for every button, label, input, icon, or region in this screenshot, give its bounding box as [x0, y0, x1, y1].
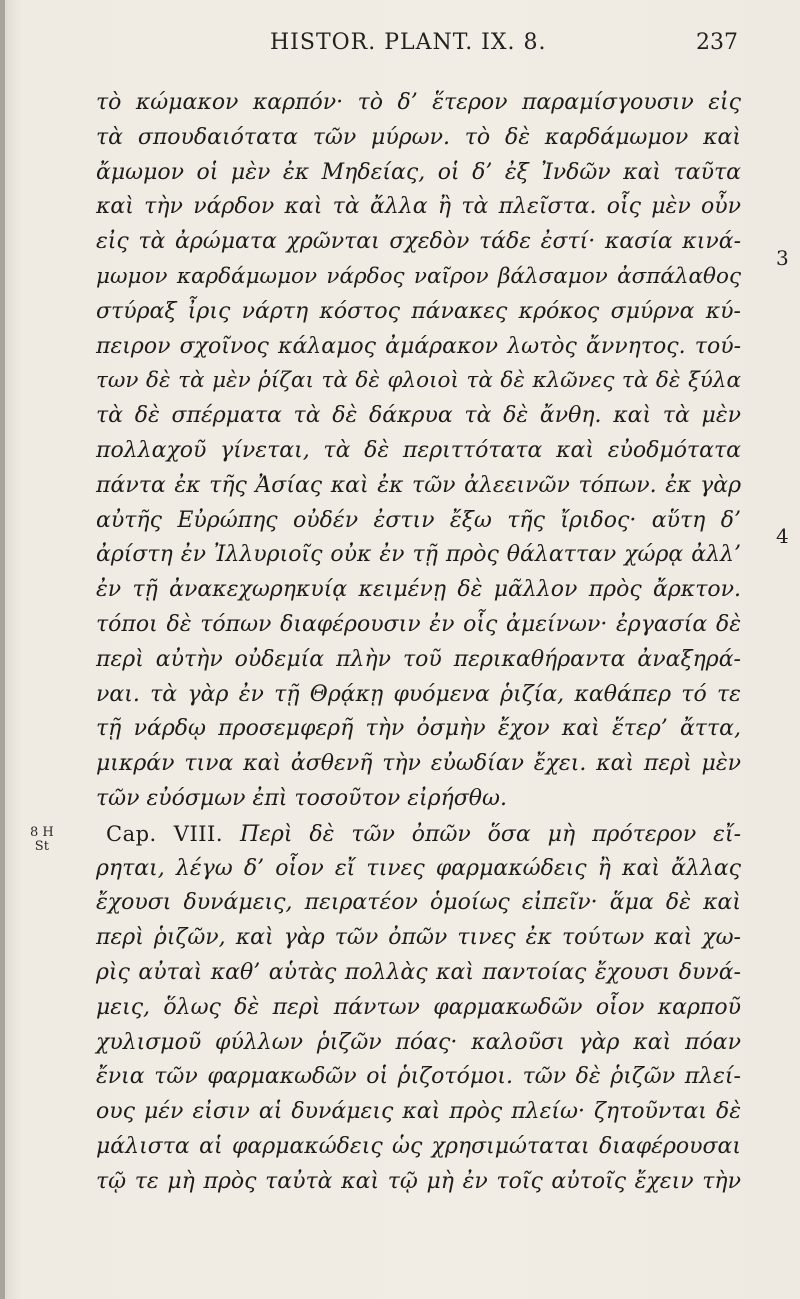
running-head: HISTOR. PLANT. IX. 8.: [270, 30, 547, 55]
chapter-label: Cap. VIII.: [106, 821, 224, 846]
text-line: τὰ δὲ σπέρματα τὰ δὲ δάκρυα τὰ δὲ ἄνθη. καὶ τὰ μὲν: [96, 403, 741, 429]
text-line: περὶ αὐτὴν οὐδεμία πλὴν τοῦ περικαθήραντα ἀναξηρά-: [96, 646, 741, 672]
text-line: καὶ τὴν νάρδον καὶ τὰ ἄλλα ἢ τὰ πλεῖστα. οἷς μὲν οὖν: [96, 194, 741, 220]
margin-section-number: 3: [776, 246, 789, 270]
text-line: τόποι δὲ τόπων διαφέρουσιν ἐν οἷς ἀμείνων· ἐργασία δὲ: [96, 611, 741, 637]
left-margin-reference: [30, 826, 54, 854]
text-line: των δὲ τὰ μὲν ῥίζαι τὰ δὲ φλοιοὶ τὰ δὲ κλῶνες τὰ δὲ ξύλα: [96, 368, 741, 394]
text-line: ους μέν εἰσιν αἱ δυνάμεις καὶ πρὸς πλείω· ζητοῦνται δὲ: [96, 1099, 741, 1125]
text-line: ναι. τὰ γὰρ ἐν τῇ Θρᾴκῃ φυόμενα ῥιζία, καθάπερ τό τε: [96, 681, 741, 707]
chapter-heading-line: [96, 817, 741, 852]
text-line: πολλαχοῦ γίνεται, τὰ δὲ περιττότατα καὶ εὐοδμότατα: [96, 437, 741, 463]
text-line: ἀρίστη ἐν Ἰλλυριοῖς οὐκ ἐν τῇ πρὸς θάλατταν χώρᾳ ἀλλ’: [96, 542, 741, 568]
text-line: ρὶς αὐταὶ καθ’ αὑτὰς πολλὰς καὶ παντοίας ἔχουσι δυνά-: [96, 959, 741, 985]
text-line: ἔνια τῶν φαρμακωδῶν οἱ ῥιζοτόμοι. τῶν δὲ ῥιζῶν πλεί-: [96, 1064, 741, 1090]
text-line: χυλισμοῦ φύλλων ῥιζῶν πόας· καλοῦσι γὰρ καὶ πόαν: [96, 1029, 741, 1055]
text-line: πάντα ἐκ τῆς Ἀσίας καὶ ἐκ τῶν ἀλεεινῶν τόπων. ἐκ γὰρ: [96, 472, 741, 498]
page-number: 237: [696, 30, 738, 55]
margin-ref-line: St: [34, 839, 49, 854]
text-line: ἄμωμον οἱ μὲν ἐκ Μηδείας, οἱ δ’ ἐξ Ἰνδῶν καὶ ταῦτα: [96, 159, 741, 185]
chapter-first-line: Περὶ δὲ τῶν ὀπῶν ὅσα μὴ πρότερον εἴ-: [239, 821, 742, 847]
main-text: [96, 86, 741, 1200]
text-line: μεις, ὅλως δὲ περὶ πάντων φαρμακωδῶν οἷον καρποῦ: [96, 994, 741, 1020]
text-line: τῶν εὐόσμων ἐπὶ τοσοῦτον εἰρήσθω.: [96, 785, 507, 811]
text-line: τῇ νάρδῳ προσεμφερῆ τὴν ὀσμὴν ἔχον καὶ ἕτερ’ ἄττα,: [96, 716, 741, 742]
text-line: περὶ ῥιζῶν, καὶ γὰρ τῶν ὀπῶν τινες ἐκ τούτων καὶ χω-: [96, 925, 741, 951]
text-line: μάλιστα αἱ φαρμακώδεις ὡς χρησιμώταται διαφέρουσαι: [96, 1133, 741, 1159]
text-line: πειρον σχοῖνος κάλαμος ἀμάρακον λωτὸς ἄννητος. τού-: [96, 333, 741, 359]
margin-section-number: 4: [776, 524, 789, 548]
binding-edge: [0, 0, 5, 1299]
text-line: ρηται, λέγω δ’ οἷον εἴ τινες φαρμακώδεις ἢ καὶ ἄλλας: [96, 855, 741, 881]
text-line: τὰ σπουδαιότατα τῶν μύρων. τὸ δὲ καρδάμωμον καὶ: [96, 124, 741, 150]
margin-ref-line: 8 H: [30, 825, 54, 840]
text-line: τὸ κώμακον καρπόν· τὸ δ’ ἕτερον παραμίσγουσιν εἰς: [96, 90, 741, 115]
text-line: ἐν τῇ ἀνακεχωρηκυίᾳ κειμένῃ δὲ μᾶλλον πρὸς ἄρκτον.: [96, 577, 741, 603]
text-line: εἰς τὰ ἀρώματα χρῶνται σχεδὸν τάδε ἐστί· κασία κινά-: [96, 229, 741, 255]
text-line: μωμον καρδάμωμον νάρδος ναῖρον βάλσαμον ἀσπάλαθος: [96, 263, 741, 289]
text-line: στύραξ ἶρις νάρτη κόστος πάνακες κρόκος σμύρνα κύ-: [96, 298, 741, 324]
text-line: τῷ τε μὴ πρὸς ταὐτὰ καὶ τῷ μὴ ἐν τοῖς αὐτοῖς ἔχειν τὴν: [96, 1168, 741, 1194]
text-line: μικράν τινα καὶ ἀσθενῆ τὴν εὐωδίαν ἔχει. καὶ περὶ μὲν: [96, 751, 741, 777]
text-line: ἔχουσι δυνάμεις, πειρατέον ὁμοίως εἰπεῖν· ἅμα δὲ καὶ: [96, 890, 741, 916]
text-line: αὐτῆς Εὐρώπης οὐδέν ἐστιν ἔξω τῆς ἴριδος· αὕτη δ’: [96, 507, 741, 533]
